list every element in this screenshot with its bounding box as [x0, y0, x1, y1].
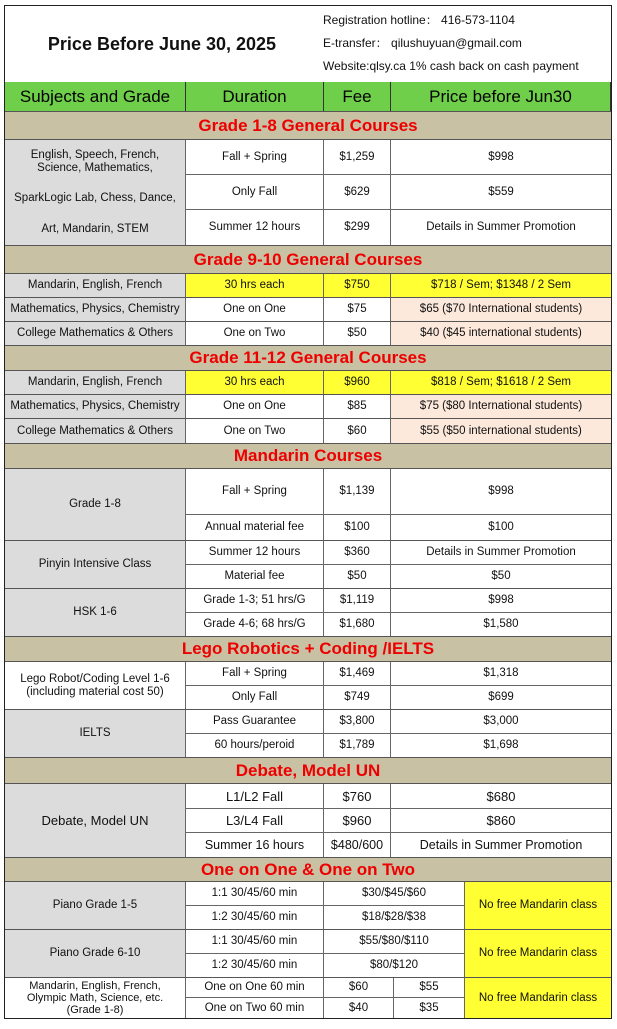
fee-cell: $1,119 [324, 589, 391, 612]
fee-cell: $80/$120 [324, 954, 465, 977]
section-grade-1-8: Grade 1-8 General Courses [5, 112, 611, 140]
table-row [186, 686, 611, 709]
section-grade-9-10: Grade 9-10 General Courses [5, 246, 611, 274]
section-debate: Debate, Model UN [5, 758, 611, 784]
price-cell: $998 [488, 150, 514, 163]
section-grade-11-12: Grade 11-12 General Courses [5, 346, 611, 371]
subject-cell: College Mathematics & Others [5, 419, 186, 443]
duration-cell: 1:2 30/45/60 min [186, 954, 324, 977]
fee-cell: $50 [324, 322, 391, 345]
price-cell: Details in Summer Promotion [426, 221, 576, 233]
price-cell: $100 [488, 521, 514, 533]
note-cell: No free Mandarin class [465, 882, 611, 929]
group-grade-1-8 [5, 140, 611, 246]
duration-cell: 30 hrs each [186, 371, 324, 394]
duration-cell: Grade 4-6; 68 hrs/G [186, 613, 324, 636]
fee-cell: $960 [324, 809, 391, 832]
fee-cell: $360 [324, 541, 391, 564]
table-row [5, 274, 611, 298]
price-cell: $860 [486, 813, 516, 828]
price-cell: $55 ($50 international students) [391, 419, 611, 443]
group-other-subjects [5, 978, 611, 1018]
table-row [186, 210, 611, 245]
duration-cell: One on Two [186, 322, 324, 345]
duration-cell: One on Two [186, 419, 324, 443]
table-row [186, 809, 611, 833]
table-row [186, 954, 465, 977]
duration-cell: L1/L2 Fall [186, 784, 324, 808]
group-piano-1-5 [5, 882, 611, 930]
etransfer-text: E-transfer： qilushuyuan@gmail.com [323, 36, 522, 50]
group-debate [5, 784, 611, 858]
section-one-on-one: One on One & One on Two [5, 858, 611, 882]
price-cell: Details in Summer Promotion [426, 546, 576, 558]
duration-cell: Grade 1-3; 51 hrs/G [186, 589, 324, 612]
price-cell: $1,580 [483, 618, 519, 630]
table-row [186, 833, 611, 857]
fee-cell: $30/$45/$60 [324, 882, 465, 905]
header-fee: Fee [324, 82, 391, 111]
title-row [5, 6, 611, 83]
price-cell: $3,000 [483, 715, 519, 727]
price-cell: $35 [394, 998, 465, 1018]
price-cell: $680 [486, 788, 516, 804]
table-row [186, 734, 611, 757]
duration-cell: Fall + Spring [186, 469, 324, 514]
duration-cell: 1:2 30/45/60 min [186, 906, 324, 929]
table-row [186, 589, 611, 613]
subject-cell: HSK 1-6 [5, 589, 186, 636]
subjects-cell [5, 140, 186, 245]
group-piano-6-10 [5, 930, 611, 978]
table-row [186, 930, 465, 954]
subject-cell: Grade 1-8 [5, 469, 186, 540]
duration-cell: Summer 12 hours [186, 210, 324, 245]
price-cell: $699 [488, 691, 514, 703]
header-duration: Duration [186, 82, 324, 111]
duration-cell: Material fee [186, 565, 324, 588]
price-cell: $55 [394, 978, 465, 997]
table-row [186, 662, 611, 686]
price-cell: $1,698 [483, 739, 519, 751]
fee-cell: $1,680 [324, 613, 391, 636]
duration-cell: One on One [186, 298, 324, 321]
price-cell: $559 [488, 185, 514, 198]
fee-cell: $60 [324, 419, 391, 443]
duration-cell: Only Fall [186, 686, 324, 709]
duration-cell: 1:1 30/45/60 min [186, 930, 324, 953]
section-mandarin: Mandarin Courses [5, 444, 611, 469]
table-row [186, 710, 611, 734]
subject-cell: IELTS [5, 710, 186, 757]
duration-cell: Fall + Spring [186, 140, 324, 174]
fee-cell: $3,800 [324, 710, 391, 733]
note-cell: No free Mandarin class [465, 930, 611, 977]
fee-cell: $1,469 [324, 662, 391, 685]
table-row [5, 371, 611, 395]
fee-cell: $100 [324, 515, 391, 540]
group-lego [5, 662, 611, 710]
duration-cell: Summer 12 hours [186, 541, 324, 564]
duration-cell: Only Fall [186, 175, 324, 209]
fee-cell: $749 [324, 686, 391, 709]
header-price: Price before Jun30 [391, 82, 611, 111]
price-cell: $65 ($70 International students) [391, 298, 611, 321]
table-row [186, 906, 465, 929]
table-row [186, 565, 611, 588]
duration-cell: One on One 60 min [186, 978, 324, 997]
price-cell: $40 ($45 international students) [391, 322, 611, 345]
subject-cell: Mandarin, English, French [5, 371, 186, 394]
duration-cell: Summer 16 hours [186, 833, 324, 857]
subject-cell: Pinyin Intensive Class [5, 541, 186, 588]
fee-cell: $480/600 [324, 833, 391, 857]
table-row [186, 882, 465, 906]
group-ielts [5, 710, 611, 758]
table-row [186, 140, 611, 175]
subject-cell: College Mathematics & Others [5, 322, 186, 345]
duration-cell: One on Two 60 min [186, 998, 324, 1018]
price-cell: $1,318 [483, 667, 519, 679]
duration-cell: 60 hours/peroid [186, 734, 324, 757]
header-subjects: Subjects and Grade [5, 82, 186, 111]
price-cell: $998 [488, 594, 514, 606]
fee-cell: $750 [324, 274, 391, 297]
fee-cell: $960 [324, 371, 391, 394]
table-header [5, 82, 611, 112]
table-row [186, 978, 465, 998]
price-cell: $75 ($80 International students) [391, 395, 611, 418]
price-cell: $718 / Sem; $1348 / 2 Sem [391, 274, 611, 297]
subject-cell: Mandarin, English, French, Olympic Math, Science, etc. (Grade 1-8) [5, 978, 186, 1018]
duration-cell: L3/L4 Fall [186, 809, 324, 832]
group-mandarin-grade-1-8 [5, 469, 611, 541]
note-cell: No free Mandarin class [465, 978, 611, 1018]
subject-text: Art, Mandarin, STEM [41, 223, 149, 236]
subject-cell: Piano Grade 1-5 [5, 882, 186, 929]
subject-cell: Piano Grade 6-10 [5, 930, 186, 977]
subject-cell: Lego Robot/Coding Level 1-6 (including material cost 50) [5, 662, 186, 709]
subject-cell: Mathematics, Physics, Chemistry [5, 395, 186, 418]
table-row [186, 998, 465, 1018]
fee-cell: $1,259 [324, 140, 391, 174]
table-row [186, 541, 611, 565]
fee-cell: $85 [324, 395, 391, 418]
section-lego-ielts: Lego Robotics + Coding /IELTS [5, 637, 611, 662]
duration-cell: 30 hrs each [186, 274, 324, 297]
table-row [186, 175, 611, 210]
price-cell: $818 / Sem; $1618 / 2 Sem [391, 371, 611, 394]
table-row [5, 322, 611, 346]
fee-cell: $50 [324, 565, 391, 588]
website-text: Website:qlsy.ca 1% cash back on cash payment [323, 59, 579, 73]
subject-cell: Debate, Model UN [5, 784, 186, 857]
table-row [5, 419, 611, 444]
table-row [186, 469, 611, 515]
duration-cell: One on One [186, 395, 324, 418]
subject-cell: Mathematics, Physics, Chemistry [5, 298, 186, 321]
price-cell: $998 [488, 485, 514, 497]
fee-cell: $75 [324, 298, 391, 321]
contact-info [319, 6, 611, 82]
subject-text: SparkLogic Lab, Chess, Dance, [14, 192, 176, 205]
duration-cell: Annual material fee [186, 515, 324, 540]
table-row [186, 515, 611, 540]
fee-cell: $299 [324, 210, 391, 245]
subject-cell: Mandarin, English, French [5, 274, 186, 297]
subject-text: English, Speech, French, Science, Mathematics, [30, 148, 160, 174]
price-cell: $50 [491, 570, 511, 582]
fee-cell: $1,139 [324, 469, 391, 514]
fee-cell: $629 [324, 175, 391, 209]
price-cell: Details in Summer Promotion [419, 837, 583, 852]
duration-cell: Pass Guarantee [186, 710, 324, 733]
price-sheet [4, 5, 612, 1019]
fee-cell: $60 [324, 978, 394, 997]
duration-cell: 1:1 30/45/60 min [186, 882, 324, 905]
table-row [5, 298, 611, 322]
table-row [5, 395, 611, 419]
fee-cell: $18/$28/$38 [324, 906, 465, 929]
group-hsk [5, 589, 611, 637]
table-row [186, 613, 611, 636]
fee-cell: $1,789 [324, 734, 391, 757]
fee-cell: $40 [324, 998, 394, 1018]
group-pinyin [5, 541, 611, 589]
table-row [186, 784, 611, 809]
fee-cell: $760 [324, 784, 391, 808]
fee-cell: $55/$80/$110 [324, 930, 465, 953]
page-title: Price Before June 30, 2025 [47, 33, 277, 54]
hotline-text: Registration hotline： 416-573-1104 [323, 13, 515, 27]
duration-cell: Fall + Spring [186, 662, 324, 685]
